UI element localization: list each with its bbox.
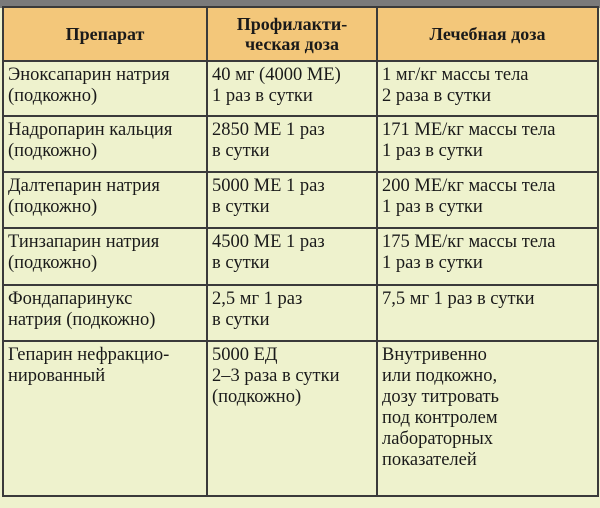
table-header-row [3, 7, 598, 61]
table-row [3, 172, 598, 228]
table-row [3, 61, 598, 116]
table-row [3, 341, 598, 496]
cell-drug: Далтепарин натрия (подкожно) [3, 172, 207, 228]
cell-prophylactic-dose: 5000 МЕ 1 раз в сутки [207, 172, 377, 228]
cell-drug: Тинзапарин натрия (подкожно) [3, 228, 207, 285]
cell-therapeutic-dose: 171 МЕ/кг массы тела 1 раз в сутки [377, 116, 598, 172]
cell-prophylactic-dose: 2,5 мг 1 раз в сутки [207, 285, 377, 341]
cell-therapeutic-dose: 175 МЕ/кг массы тела 1 раз в сутки [377, 228, 598, 285]
cell-therapeutic-dose: 7,5 мг 1 раз в сутки [377, 285, 598, 341]
table-row [3, 116, 598, 172]
cell-therapeutic-dose: Внутривенно или подкожно, дозу титровать под контролем лабораторных показателей [377, 341, 598, 496]
cell-prophylactic-dose: 5000 ЕД 2–3 раза в сутки (подкожно) [207, 341, 377, 496]
header-prophylactic-dose: Профилакти- ческая доза [207, 7, 377, 61]
header-therapeutic-dose: Лечебная доза [377, 7, 598, 61]
cell-prophylactic-dose: 40 мг (4000 МЕ) 1 раз в сутки [207, 61, 377, 116]
cell-prophylactic-dose: 4500 МЕ 1 раз в сутки [207, 228, 377, 285]
cell-prophylactic-dose: 2850 МЕ 1 раз в сутки [207, 116, 377, 172]
header-drug: Препарат [3, 7, 207, 61]
cell-drug: Надропарин кальция (подкожно) [3, 116, 207, 172]
cell-drug: Гепарин нефракцио- нированный [3, 341, 207, 496]
cell-drug: Фондапаринукс натрия (подкожно) [3, 285, 207, 341]
cell-therapeutic-dose: 1 мг/кг массы тела 2 раза в сутки [377, 61, 598, 116]
table-row [3, 285, 598, 341]
dosage-table [2, 6, 599, 497]
table-row [3, 228, 598, 285]
cell-drug: Эноксапарин натрия (подкожно) [3, 61, 207, 116]
cell-therapeutic-dose: 200 МЕ/кг массы тела 1 раз в сутки [377, 172, 598, 228]
